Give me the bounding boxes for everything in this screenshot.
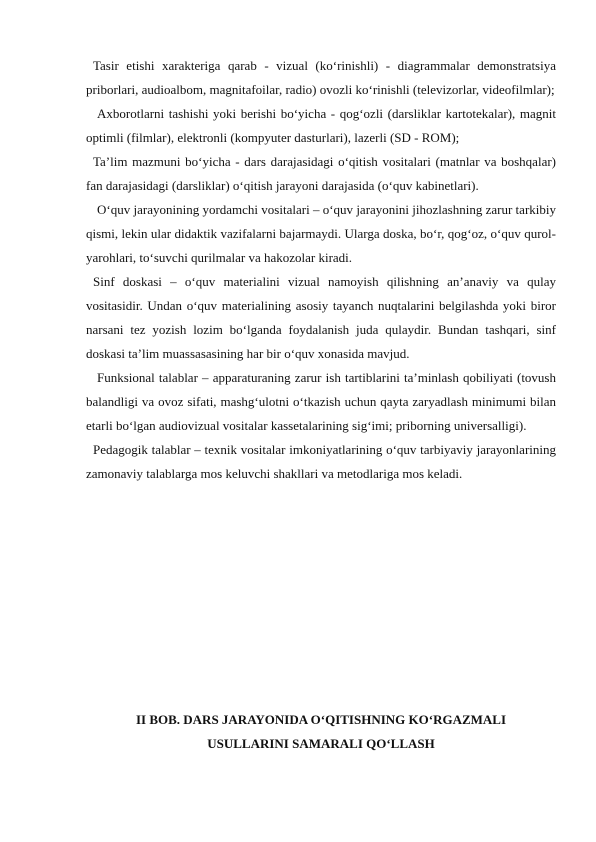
- chapter-heading: [86, 708, 556, 756]
- paragraph-functional-requirements: Funksional talablar – apparaturaning zarur ish tartiblarini ta’minlash qobiliyati (tovush balandligi va ovoz sifati, mashg‘ulotni o‘tkazish uchun qayta zaryadlash minimumi bilan etarli bo‘lgan audiovizual vositalar kassetalarining sig‘imi; priborning universalligi).: [86, 370, 556, 433]
- paragraph-education-content: Ta’lim mazmuni bo‘yicha - dars darajasidagi o‘qitish vositalari (matnlar va boshqalar) fan darajasidagi (darsliklar) o‘qitish jarayoni darajasida (o‘quv kabinetlari).: [86, 154, 556, 193]
- paragraph-classroom-board: Sinf doskasi – o‘quv materialini vizual namoyish qilishning an’anaviy va qulay vositasidir. Undan o‘quv materialining asosiy tayanch nuqtalarini belgilashda yoki biror narsani tez yozish lozim bo‘lganda foydalanish juda qulaydir. Bundan tashqari, sinf doskasi ta’lim muassasasining har bir o‘quv xonasida mavjud.: [86, 274, 556, 361]
- paragraph-auxiliary-tools: O‘quv jarayonining yordamchi vositalari – o‘quv jarayonini jihozlashning zarur tarkibiy qismi, lekin ular didaktik vazifalarni bajarmaydi. Ularga doska, bo‘r, qog‘oz, o‘quv qurol-yarohlari, to‘suvchi qurilmalar va hakozolar kiradi.: [86, 202, 556, 265]
- body-text: [86, 54, 556, 486]
- paragraph-visual-tools: Tasir etishi xarakteriga qarab - vizual (ko‘rinishli) - diagrammalar demonstratsiya priborlari, audioalbom, magnitafoilar, radio) ovozli ko‘rinishli (televizorlar, videofilmlar);: [86, 58, 556, 97]
- paragraph-pedagogical-requirements: Pedagogik talablar – texnik vositalar imkoniyatlarining o‘quv tarbiyaviy jarayonlarining zamonaviy talablarga mos keluvchi shakllari va metodlariga mos keladi.: [86, 442, 556, 481]
- chapter-heading-line-2: USULLARINI SAMARALI QO‘LLASH: [207, 736, 435, 751]
- chapter-heading-line-1: II BOB. DARS JARAYONIDA O‘QITISHNING KO‘RGAZMALI: [135, 712, 507, 727]
- paragraph-information-carriers: Axborotlarni tashishi yoki berishi bo‘yicha - qog‘ozli (darsliklar kartotekalar), magnit optimli (filmlar), elektronli (kompyuter dasturlari), lazerli (SD - ROM);: [86, 106, 556, 145]
